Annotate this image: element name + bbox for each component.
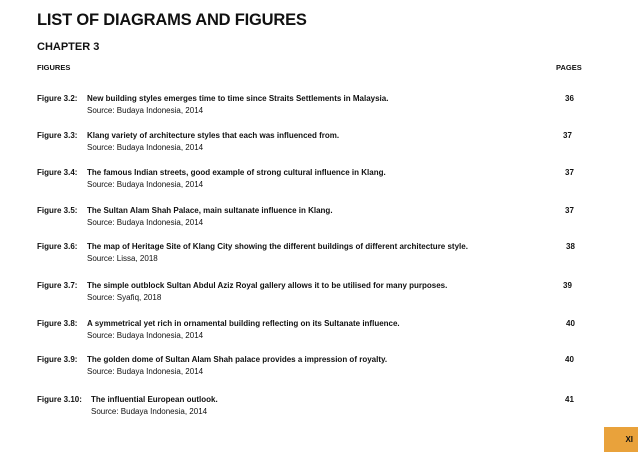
pages-column-header: PAGES (556, 63, 582, 72)
figure-source: Source: Budaya Indonesia, 2014 (87, 180, 204, 189)
figure-number: Figure 3.2: (37, 94, 78, 103)
page-title: LIST OF DIAGRAMS AND FIGURES (37, 11, 307, 29)
figure-page-number: 40 (566, 319, 575, 328)
figure-source: Source: Budaya Indonesia, 2014 (87, 367, 204, 376)
figure-caption (37, 206, 333, 215)
figure-caption (37, 131, 339, 140)
figure-caption (37, 319, 400, 328)
figure-number: Figure 3.7: (37, 281, 78, 290)
figure-source: Source: Budaya Indonesia, 2014 (87, 143, 204, 152)
page-number-badge (604, 427, 638, 452)
figure-number: Figure 3.3: (37, 131, 78, 140)
figures-column-header: FIGURES (37, 63, 71, 72)
figure-page-number: 36 (565, 94, 574, 103)
figure-caption-text: A symmetrical yet rich in ornamental building reflecting on its Sultanate influence. (87, 319, 400, 328)
figure-source: Source: Budaya Indonesia, 2014 (87, 218, 204, 227)
figure-page-number: 37 (565, 206, 574, 215)
figure-caption (37, 395, 218, 404)
figure-caption-text: Klang variety of architecture styles that each was influenced from. (87, 131, 340, 140)
figure-page-number: 37 (565, 168, 574, 177)
figure-source: Source: Budaya Indonesia, 2014 (91, 407, 208, 416)
figure-page-number: 41 (565, 395, 574, 404)
figure-caption-text: New building styles emerges time to time since Straits Settlements in Malaysia. (87, 94, 389, 103)
figure-number: Figure 3.8: (37, 319, 78, 328)
figure-source: Source: Budaya Indonesia, 2014 (87, 106, 204, 115)
figure-caption (37, 168, 386, 177)
figure-page-number: 39 (563, 281, 572, 290)
figure-caption-text: The Sultan Alam Shah Palace, main sultanate influence in Klang. (87, 206, 333, 215)
figure-number: Figure 3.5: (37, 206, 78, 215)
figure-number: Figure 3.4: (37, 168, 78, 177)
chapter-heading: CHAPTER 3 (37, 41, 100, 53)
figure-number: Figure 3.6: (37, 242, 78, 251)
figure-caption (37, 242, 468, 251)
figure-caption (37, 281, 447, 290)
figure-caption-text: The map of Heritage Site of Klang City showing the different buildings of different architecture style. (87, 242, 468, 251)
figure-page-number: 38 (566, 242, 575, 251)
figure-caption-text: The golden dome of Sultan Alam Shah palace provides a impression of royalty. (87, 355, 388, 364)
figure-source: Source: Syafiq, 2018 (87, 293, 162, 302)
figure-caption (37, 94, 388, 103)
figure-caption-text: The simple outblock Sultan Abdul Aziz Royal gallery allows it to be utilised for many purposes. (87, 281, 448, 290)
figure-number: Figure 3.9: (37, 355, 78, 364)
figure-page-number: 37 (563, 131, 572, 140)
figure-caption-text: The influential European outlook. (91, 395, 218, 404)
figure-caption (37, 355, 387, 364)
figure-caption-text: The famous Indian streets, good example of strong cultural influence in Klang. (87, 168, 386, 177)
figure-number: Figure 3.10: (37, 395, 82, 404)
page-number: XI (625, 435, 633, 444)
figure-source: Source: Lissa, 2018 (87, 254, 158, 263)
figure-source: Source: Budaya Indonesia, 2014 (87, 331, 204, 340)
figure-page-number: 40 (565, 355, 574, 364)
